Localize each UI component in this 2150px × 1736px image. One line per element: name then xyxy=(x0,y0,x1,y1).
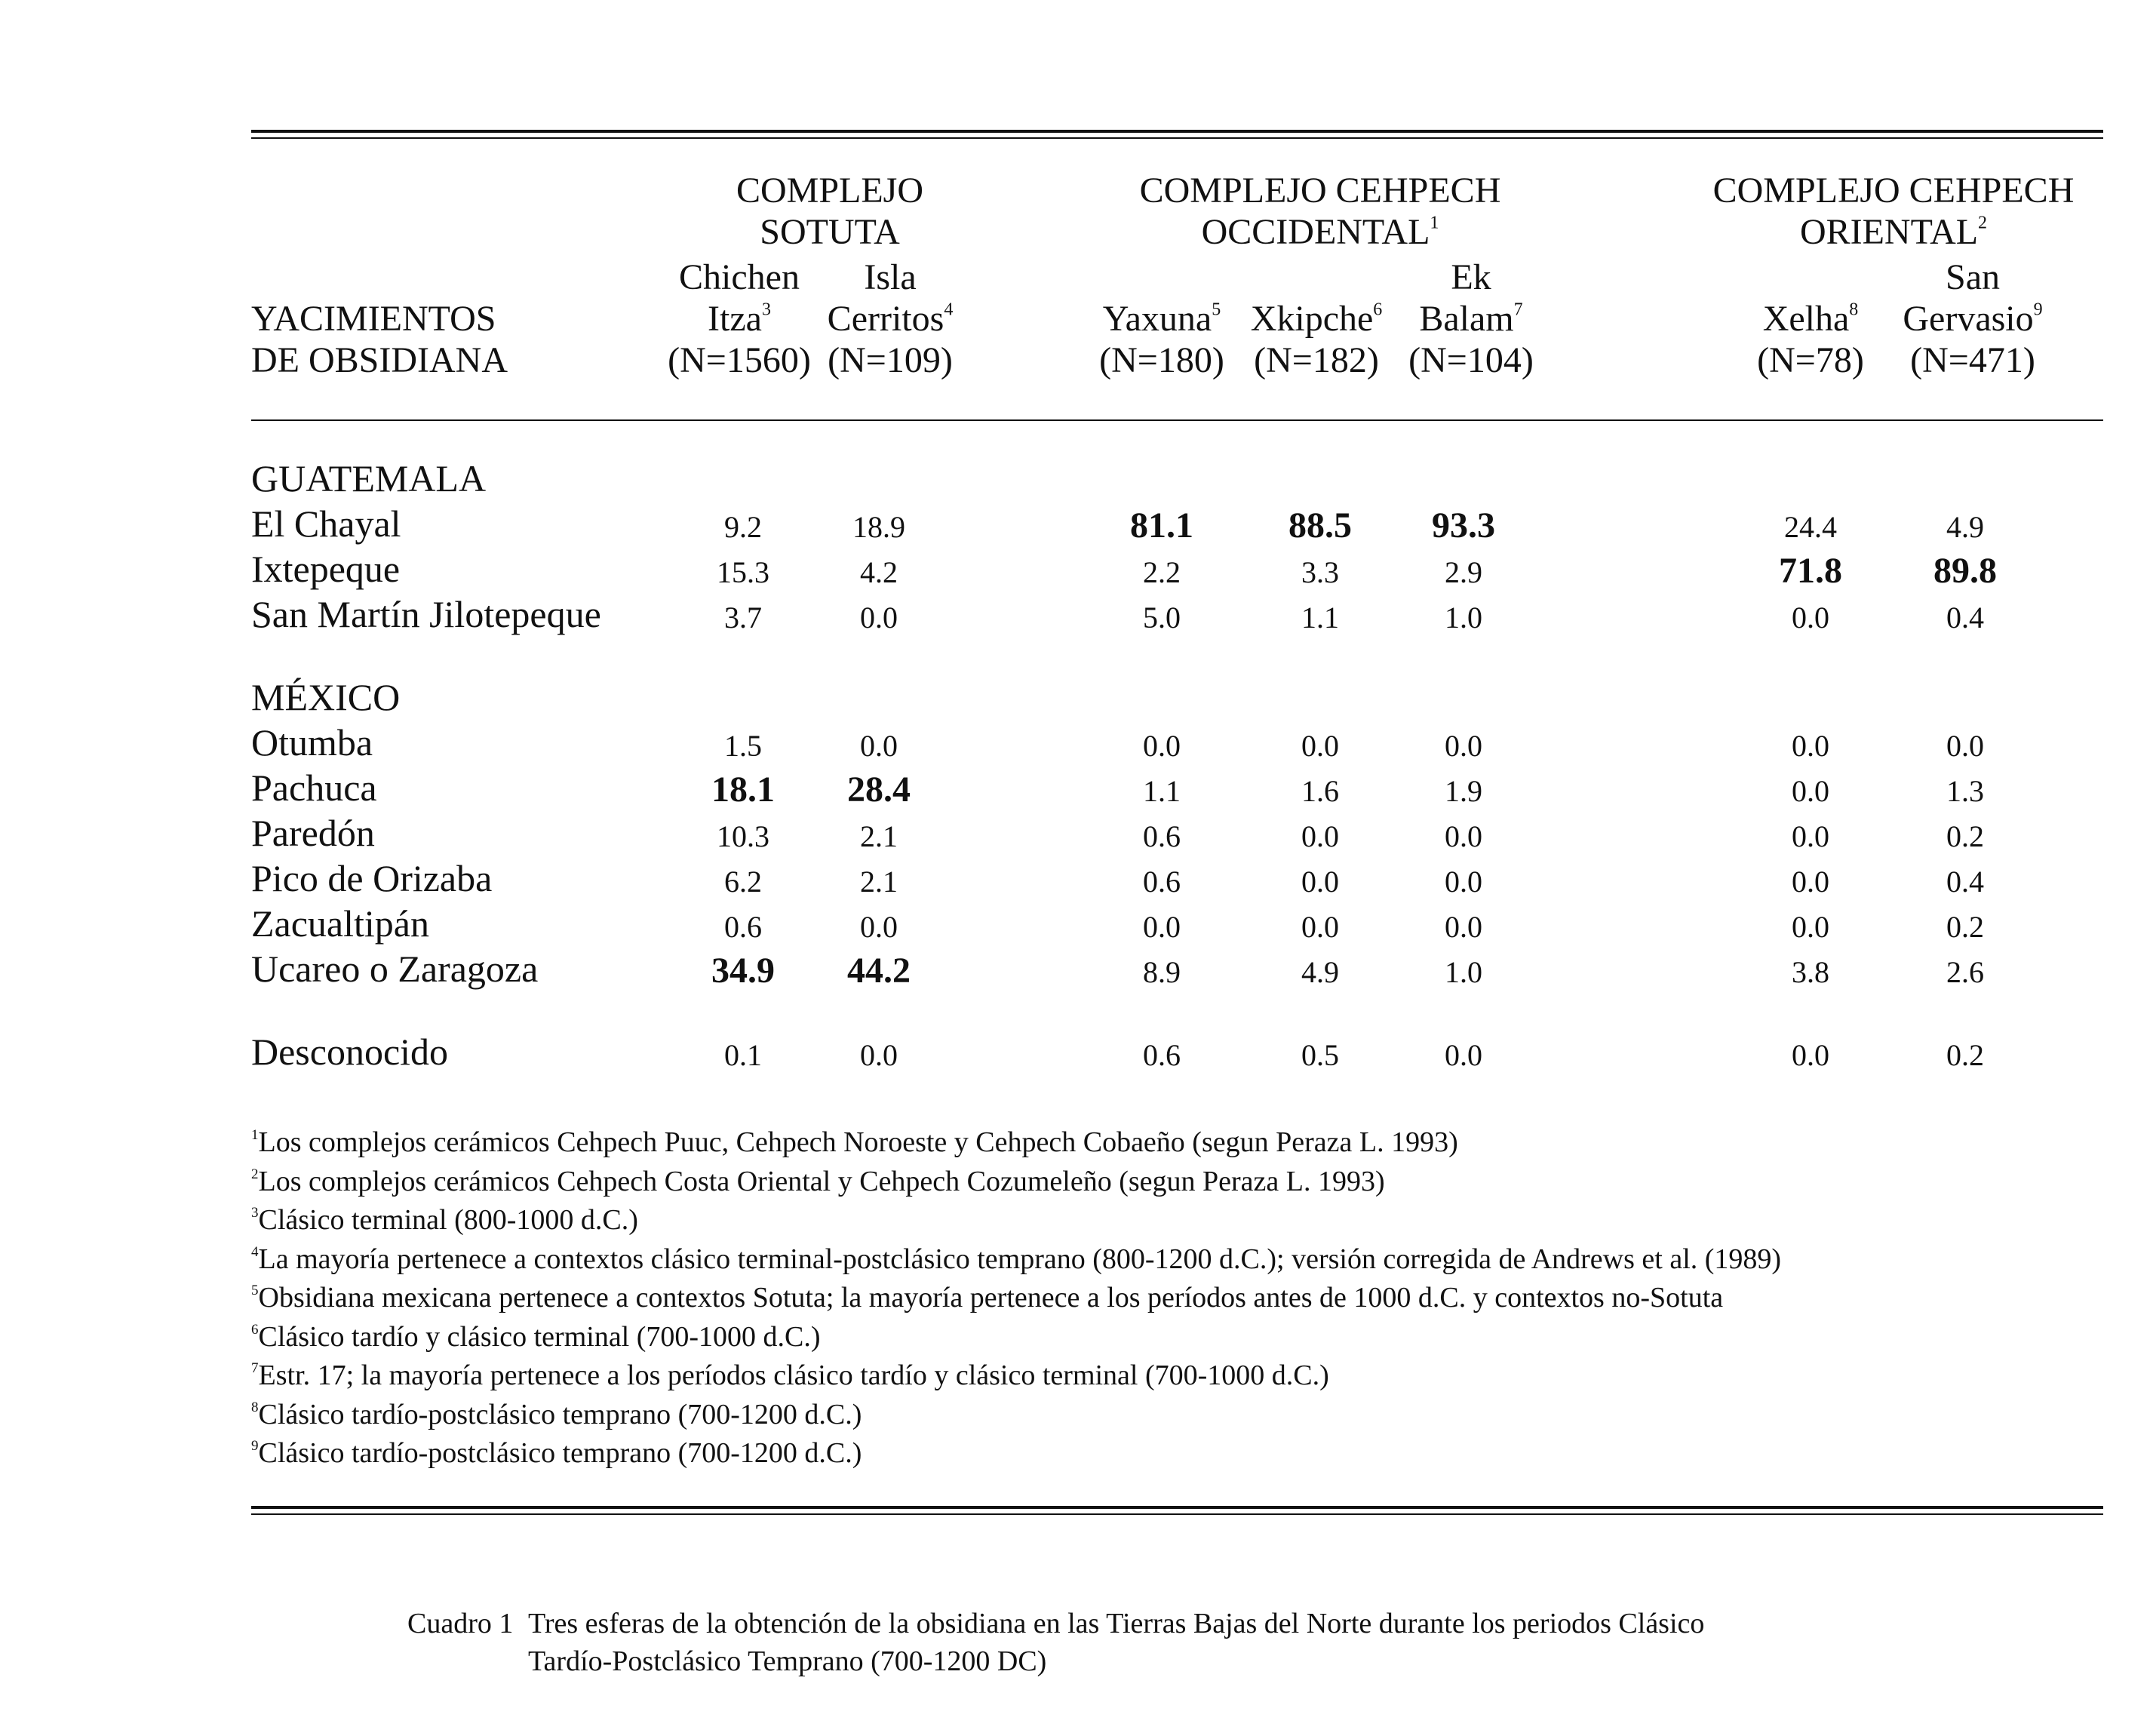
footnote-ref: 7 xyxy=(1513,300,1523,320)
table-cell: 0.6 xyxy=(1143,865,1181,899)
col-name: Cerritos$^4$ xyxy=(827,299,954,339)
table-cell: 3.7 xyxy=(724,601,762,634)
footnote-text: Los complejos cerámicos Cehpech Costa Oriental y Cehpech Cozumeleño (segun Peraza L. 1993) xyxy=(258,1165,1385,1197)
table-cell: 0.0 xyxy=(1301,729,1339,763)
table-cell: 0.0 xyxy=(1301,865,1339,899)
footnote-text: La mayoría pertenece a contextos clásico terminal-postclásico temprano (800-1200 d.C.); versión corregida de Andrews et al. (1989) xyxy=(258,1243,1782,1275)
footnote-mark: 1 xyxy=(251,1126,259,1143)
table-cell: 1.3 xyxy=(1946,774,1984,808)
table-cell: 0.0 xyxy=(1143,729,1181,763)
footnote xyxy=(251,1320,821,1353)
table-cell: 0.4 xyxy=(1946,865,1984,899)
footnote-mark: 3 xyxy=(251,1204,259,1221)
table-cell: 0.6 xyxy=(1143,1038,1181,1072)
table-cell: 0.0 xyxy=(1301,910,1339,944)
table-cell: 88.5 xyxy=(1288,505,1352,545)
footnote-ref: 3 xyxy=(761,300,771,320)
footnote xyxy=(251,1165,1385,1198)
footnote-mark: 8 xyxy=(251,1399,259,1415)
table-cell: 81.1 xyxy=(1130,505,1193,545)
group-header-cehpech-oriental xyxy=(1682,170,2105,253)
row-label-line2: DE OBSIDIANA xyxy=(251,340,508,380)
table-cell: 0.2 xyxy=(1946,819,1984,853)
caption-line2: Tardío-Postclásico Temprano (700-1200 DC) xyxy=(528,1645,1047,1677)
col-name: Xelha$^8$ xyxy=(1762,299,1859,339)
bottom-rule-thin xyxy=(251,1513,2103,1515)
table-cell: 2.2 xyxy=(1143,555,1181,589)
table-cell: 0.0 xyxy=(1792,601,1829,634)
bottom-rule-thick xyxy=(251,1506,2103,1509)
footnote-text: Estr. 17; la mayoría pertenece a los períodos clásico tardío y clásico terminal (700-1000 d.C.) xyxy=(258,1360,1329,1391)
footnote-mark: 9 xyxy=(251,1437,259,1454)
table-cell: 1.9 xyxy=(1445,774,1482,808)
footnote-text: Clásico tardío y clásico terminal (700-1000 d.C.) xyxy=(258,1320,821,1353)
footnote-ref: 8 xyxy=(1849,300,1859,320)
table-cell: 0.6 xyxy=(724,910,762,944)
table-cell: 24.4 xyxy=(1784,510,1837,544)
col-n: (N=180) xyxy=(1099,340,1224,380)
table-cell: 10.3 xyxy=(717,819,769,853)
footnote-ref: 4 xyxy=(944,300,954,320)
col-n: (N=471) xyxy=(1910,340,2035,380)
table-cell: 4.9 xyxy=(1946,510,1984,544)
col-header-san-gervasio xyxy=(1886,257,2059,381)
table-cell: 2.1 xyxy=(860,819,898,853)
table-cell: 0.0 xyxy=(860,910,898,944)
col-top: Isla xyxy=(864,257,917,297)
footnote xyxy=(251,1398,862,1431)
table-cell: 1.1 xyxy=(1143,774,1181,808)
table-cell: 6.2 xyxy=(724,865,762,899)
footnote-ref: 1 xyxy=(1430,213,1439,233)
table-cell: 0.1 xyxy=(724,1038,762,1072)
table-cell: 0.4 xyxy=(1946,601,1984,634)
table-cell: 1.0 xyxy=(1445,601,1482,634)
table-cell: 0.0 xyxy=(860,601,898,634)
col-top: San xyxy=(1946,257,2000,297)
table-cell: 2.9 xyxy=(1445,555,1482,589)
table-cell: 0.2 xyxy=(1946,1038,1984,1072)
footnote-ref: 6 xyxy=(1373,300,1383,320)
table-cell: 4.2 xyxy=(860,555,898,589)
footnote-ref: 5 xyxy=(1212,300,1221,320)
group-header-cehpech-occidental xyxy=(1056,170,1584,253)
row-label: Desconocido xyxy=(251,1031,449,1073)
col-top: Chichen xyxy=(679,257,800,297)
table-cell: 4.9 xyxy=(1301,955,1339,989)
table-cell: 3.8 xyxy=(1792,955,1829,989)
col-name: Gervasio$^9$ xyxy=(1903,299,2043,339)
table-cell: 1.1 xyxy=(1301,601,1339,634)
col-name: Xkipche$^6$ xyxy=(1250,299,1383,339)
group-line1: COMPLEJO CEHPECH xyxy=(1712,171,2075,210)
table-cell: 0.0 xyxy=(1445,819,1482,853)
col-header-xelha xyxy=(1735,298,1886,381)
table-cell: 34.9 xyxy=(711,951,775,991)
table-cell: 2.1 xyxy=(860,865,898,899)
col-n: (N=182) xyxy=(1254,340,1379,380)
table-cell: 18.9 xyxy=(852,510,905,544)
col-n: (N=104) xyxy=(1408,340,1534,380)
table-cell: 0.0 xyxy=(1792,774,1829,808)
table-cell: 28.4 xyxy=(847,770,911,810)
table-cell: 8.9 xyxy=(1143,955,1181,989)
footnote xyxy=(251,1203,638,1237)
table-cell: 0.0 xyxy=(1792,865,1829,899)
table-cell: 0.0 xyxy=(1445,729,1482,763)
footnote xyxy=(251,1126,1458,1159)
table-cell: 1.0 xyxy=(1445,955,1482,989)
group-line2: ORIENTAL$^2$ xyxy=(1799,212,1988,252)
table-cell: 9.2 xyxy=(724,510,762,544)
table-cell: 89.8 xyxy=(1933,551,1997,591)
top-rule-thick xyxy=(251,130,2103,133)
table-cell: 0.0 xyxy=(860,729,898,763)
col-n: (N=1560) xyxy=(668,340,811,380)
table-cell: 0.0 xyxy=(1792,819,1829,853)
col-header-xkipche xyxy=(1241,298,1392,381)
table-cell: 44.2 xyxy=(847,951,911,991)
table-cell: 0.0 xyxy=(1445,865,1482,899)
footnote-text: Clásico tardío-postclásico temprano (700-1200 d.C.) xyxy=(258,1398,862,1430)
section-title: GUATEMALA xyxy=(251,457,487,499)
table-cell: 0.0 xyxy=(1792,1038,1829,1072)
footnote xyxy=(251,1436,862,1470)
footnote-ref: 9 xyxy=(2033,300,2043,320)
table-cell: 0.5 xyxy=(1301,1038,1339,1072)
footnote-text: Clásico tardío-postclásico temprano (700-1200 d.C.) xyxy=(258,1437,862,1469)
group-line1: COMPLEJO CEHPECH xyxy=(1139,171,1501,210)
header-rule xyxy=(251,419,2103,421)
row-label: El Chayal xyxy=(251,502,401,545)
footnote xyxy=(251,1243,1781,1276)
section-title: MÉXICO xyxy=(251,676,401,718)
row-label: Paredón xyxy=(251,812,375,854)
table-cell: 1.5 xyxy=(724,729,762,763)
table-cell: 0.0 xyxy=(860,1038,898,1072)
group-line2: SOTUTA xyxy=(760,212,900,252)
caption-line1: Tres esferas de la obtención de la obsidiana en las Tierras Bajas del Norte durante los periodos Clásico xyxy=(528,1608,1705,1639)
group-line2: OCCIDENTAL$^1$ xyxy=(1201,212,1439,252)
table-cell: 0.0 xyxy=(1946,729,1984,763)
col-header-chichen-itza xyxy=(656,257,822,381)
col-header-yaxuna xyxy=(1086,298,1237,381)
row-label-line1: YACIMIENTOS xyxy=(251,299,496,339)
footnote xyxy=(251,1281,1723,1314)
footnote-ref: 2 xyxy=(1978,213,1988,233)
table-cell: 0.6 xyxy=(1143,819,1181,853)
table-cell: 93.3 xyxy=(1432,505,1495,545)
footnote-mark: 6 xyxy=(251,1321,259,1338)
row-label: Pico de Orizaba xyxy=(251,857,493,899)
footnote-text: Obsidiana mexicana pertenece a contextos Sotuta; la mayoría pertenece a los períodos antes de 1000 d.C. y contextos no-Sotuta xyxy=(258,1282,1724,1314)
col-n: (N=78) xyxy=(1757,340,1864,380)
table-cell: 5.0 xyxy=(1143,601,1181,634)
table-cell: 0.2 xyxy=(1946,910,1984,944)
table-cell: 0.0 xyxy=(1792,729,1829,763)
footnote xyxy=(251,1359,1329,1392)
col-name: Yaxuna$^5$ xyxy=(1102,299,1221,339)
table-cell: 0.0 xyxy=(1301,819,1339,853)
table-cell: 3.3 xyxy=(1301,555,1339,589)
table-cell: 1.6 xyxy=(1301,774,1339,808)
col-header-isla-cerritos xyxy=(807,257,973,381)
table-cell: 18.1 xyxy=(711,770,775,810)
table-cell: 2.6 xyxy=(1946,955,1984,989)
table-cell: 0.0 xyxy=(1143,910,1181,944)
col-header-ek-balam xyxy=(1396,257,1546,381)
col-n: (N=109) xyxy=(828,340,953,380)
footnote-text: Los complejos cerámicos Cehpech Puuc, Cehpech Noroeste y Cehpech Cobaeño (segun Peraza L. 1993) xyxy=(258,1126,1458,1158)
row-label-heading xyxy=(251,298,508,381)
table-cell: 0.0 xyxy=(1792,910,1829,944)
footnote-text: Clásico terminal (800-1000 d.C.) xyxy=(258,1204,638,1236)
group-header-sotuta xyxy=(626,170,1034,253)
caption-label: Cuadro 1 xyxy=(407,1608,514,1639)
table-cell: 0.0 xyxy=(1445,1038,1482,1072)
row-label: Otumba xyxy=(251,721,373,764)
footnote-mark: 2 xyxy=(251,1166,259,1182)
footnote-mark: 4 xyxy=(251,1243,259,1260)
col-name: Itza$^3$ xyxy=(708,299,771,339)
col-name: Balam$^7$ xyxy=(1419,299,1523,339)
group-line1: COMPLEJO xyxy=(736,171,924,210)
footnote-mark: 5 xyxy=(251,1282,259,1298)
row-label: Ixtepeque xyxy=(251,548,401,590)
top-rule-thin xyxy=(251,137,2103,139)
row-label: Pachuca xyxy=(251,767,377,809)
row-label: San Martín Jilotepeque xyxy=(251,593,601,635)
table-cell: 15.3 xyxy=(717,555,769,589)
footnote-mark: 7 xyxy=(251,1360,259,1376)
row-label: Ucareo o Zaragoza xyxy=(251,948,539,990)
row-label: Zacualtipán xyxy=(251,902,429,945)
table-cell: 71.8 xyxy=(1779,551,1842,591)
col-top: Ek xyxy=(1451,257,1491,297)
table-cell: 0.0 xyxy=(1445,910,1482,944)
